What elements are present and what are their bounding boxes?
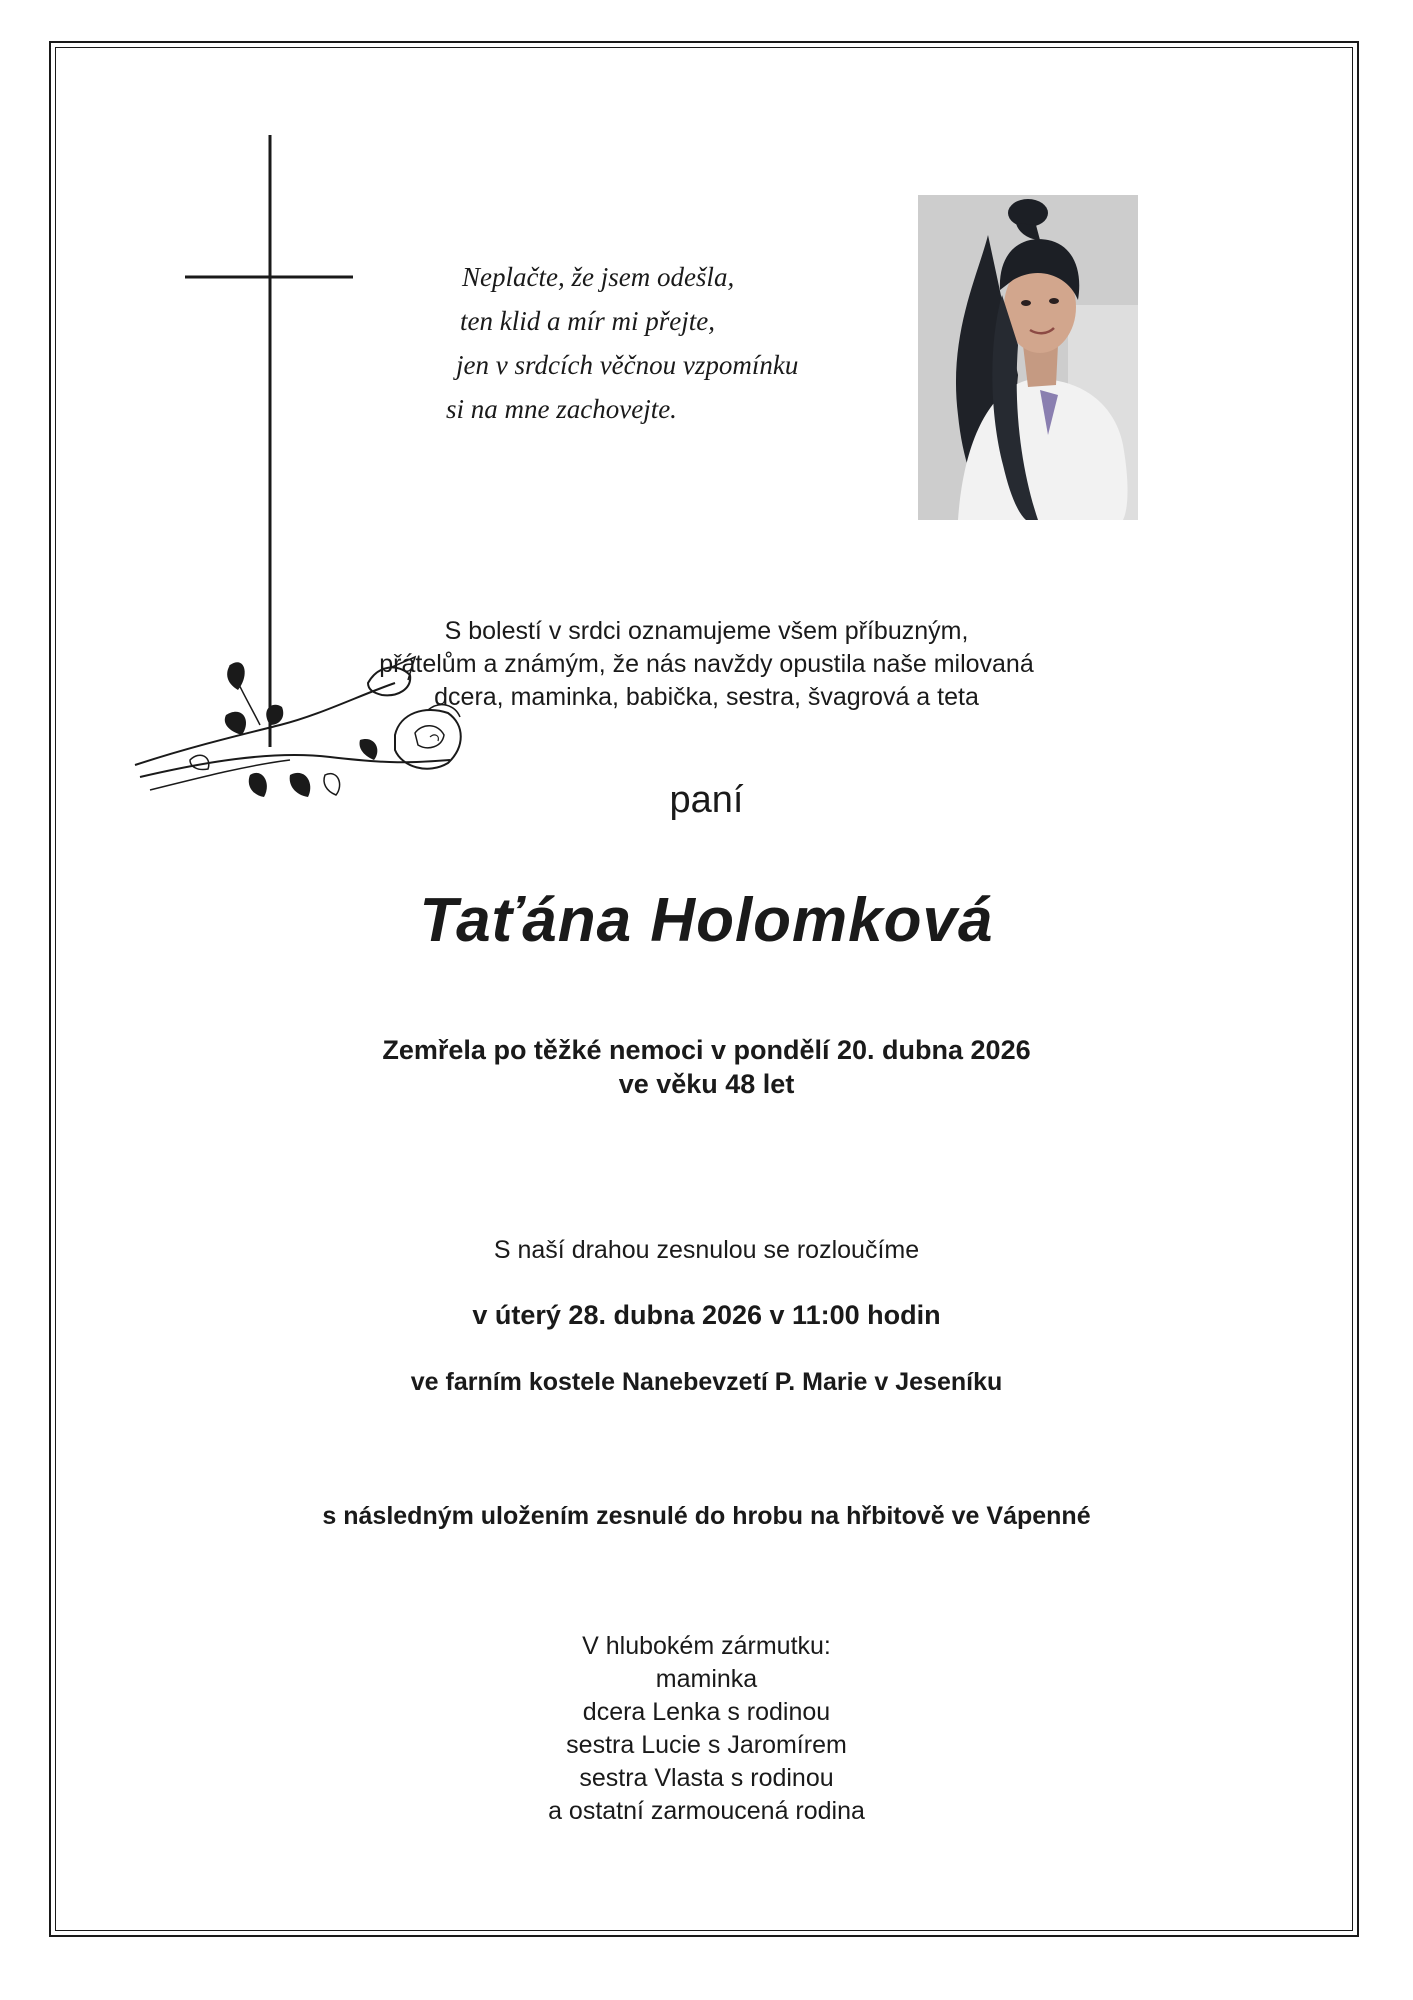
portrait-photo [918,195,1138,520]
memorial-poem [440,255,920,431]
poem-line: ten klid a mír mi přejte, [460,306,715,336]
mourner-item: maminka [655,1665,758,1693]
poem-line: si na mne zachovejte. [446,394,677,424]
ceremony-place: ve farním kostele Nanebevzetí P. Marie v Jeseníku [410,1368,1003,1396]
mourners-heading: V hlubokém zármutku: [582,1632,831,1660]
burial-info: s následným uložením zesnulé do hrobu na hřbitově ve Vápenné [322,1502,1091,1530]
mourner-item: sestra Vlasta s rodinou [579,1764,834,1792]
death-line: ve věku 48 let [618,1069,795,1099]
announcement-line: přátelům a známým, že nás navždy opustila naše milovaná [379,650,1034,678]
mourners-list [0,1630,1413,1828]
mourner-item: a ostatní zarmoucená rodina [548,1797,865,1825]
announcement-line: dcera, maminka, babička, sestra, švagrová a teta [434,683,979,711]
title-prefix: paní [669,779,744,821]
death-notice [0,1033,1413,1101]
deceased-name: Taťána Holomková [419,886,994,955]
poem-line: Neplačte, že jsem odešla, [462,262,735,292]
announcement-line: S bolestí v srdci oznamujeme všem příbuzným, [444,617,969,645]
ceremony-datetime: v úterý 28. dubna 2026 v 11:00 hodin [472,1300,941,1330]
ceremony-intro: S naší drahou zesnulou se rozloučíme [493,1236,920,1264]
mourner-item: dcera Lenka s rodinou [582,1698,831,1726]
announcement-text [0,615,1413,714]
mourner-item: sestra Lucie s Jaromírem [566,1731,847,1759]
poem-line: jen v srdcích věčnou vzpomínku [456,350,799,380]
death-line: Zemřela po těžké nemoci v pondělí 20. dubna 2026 [382,1035,1031,1065]
